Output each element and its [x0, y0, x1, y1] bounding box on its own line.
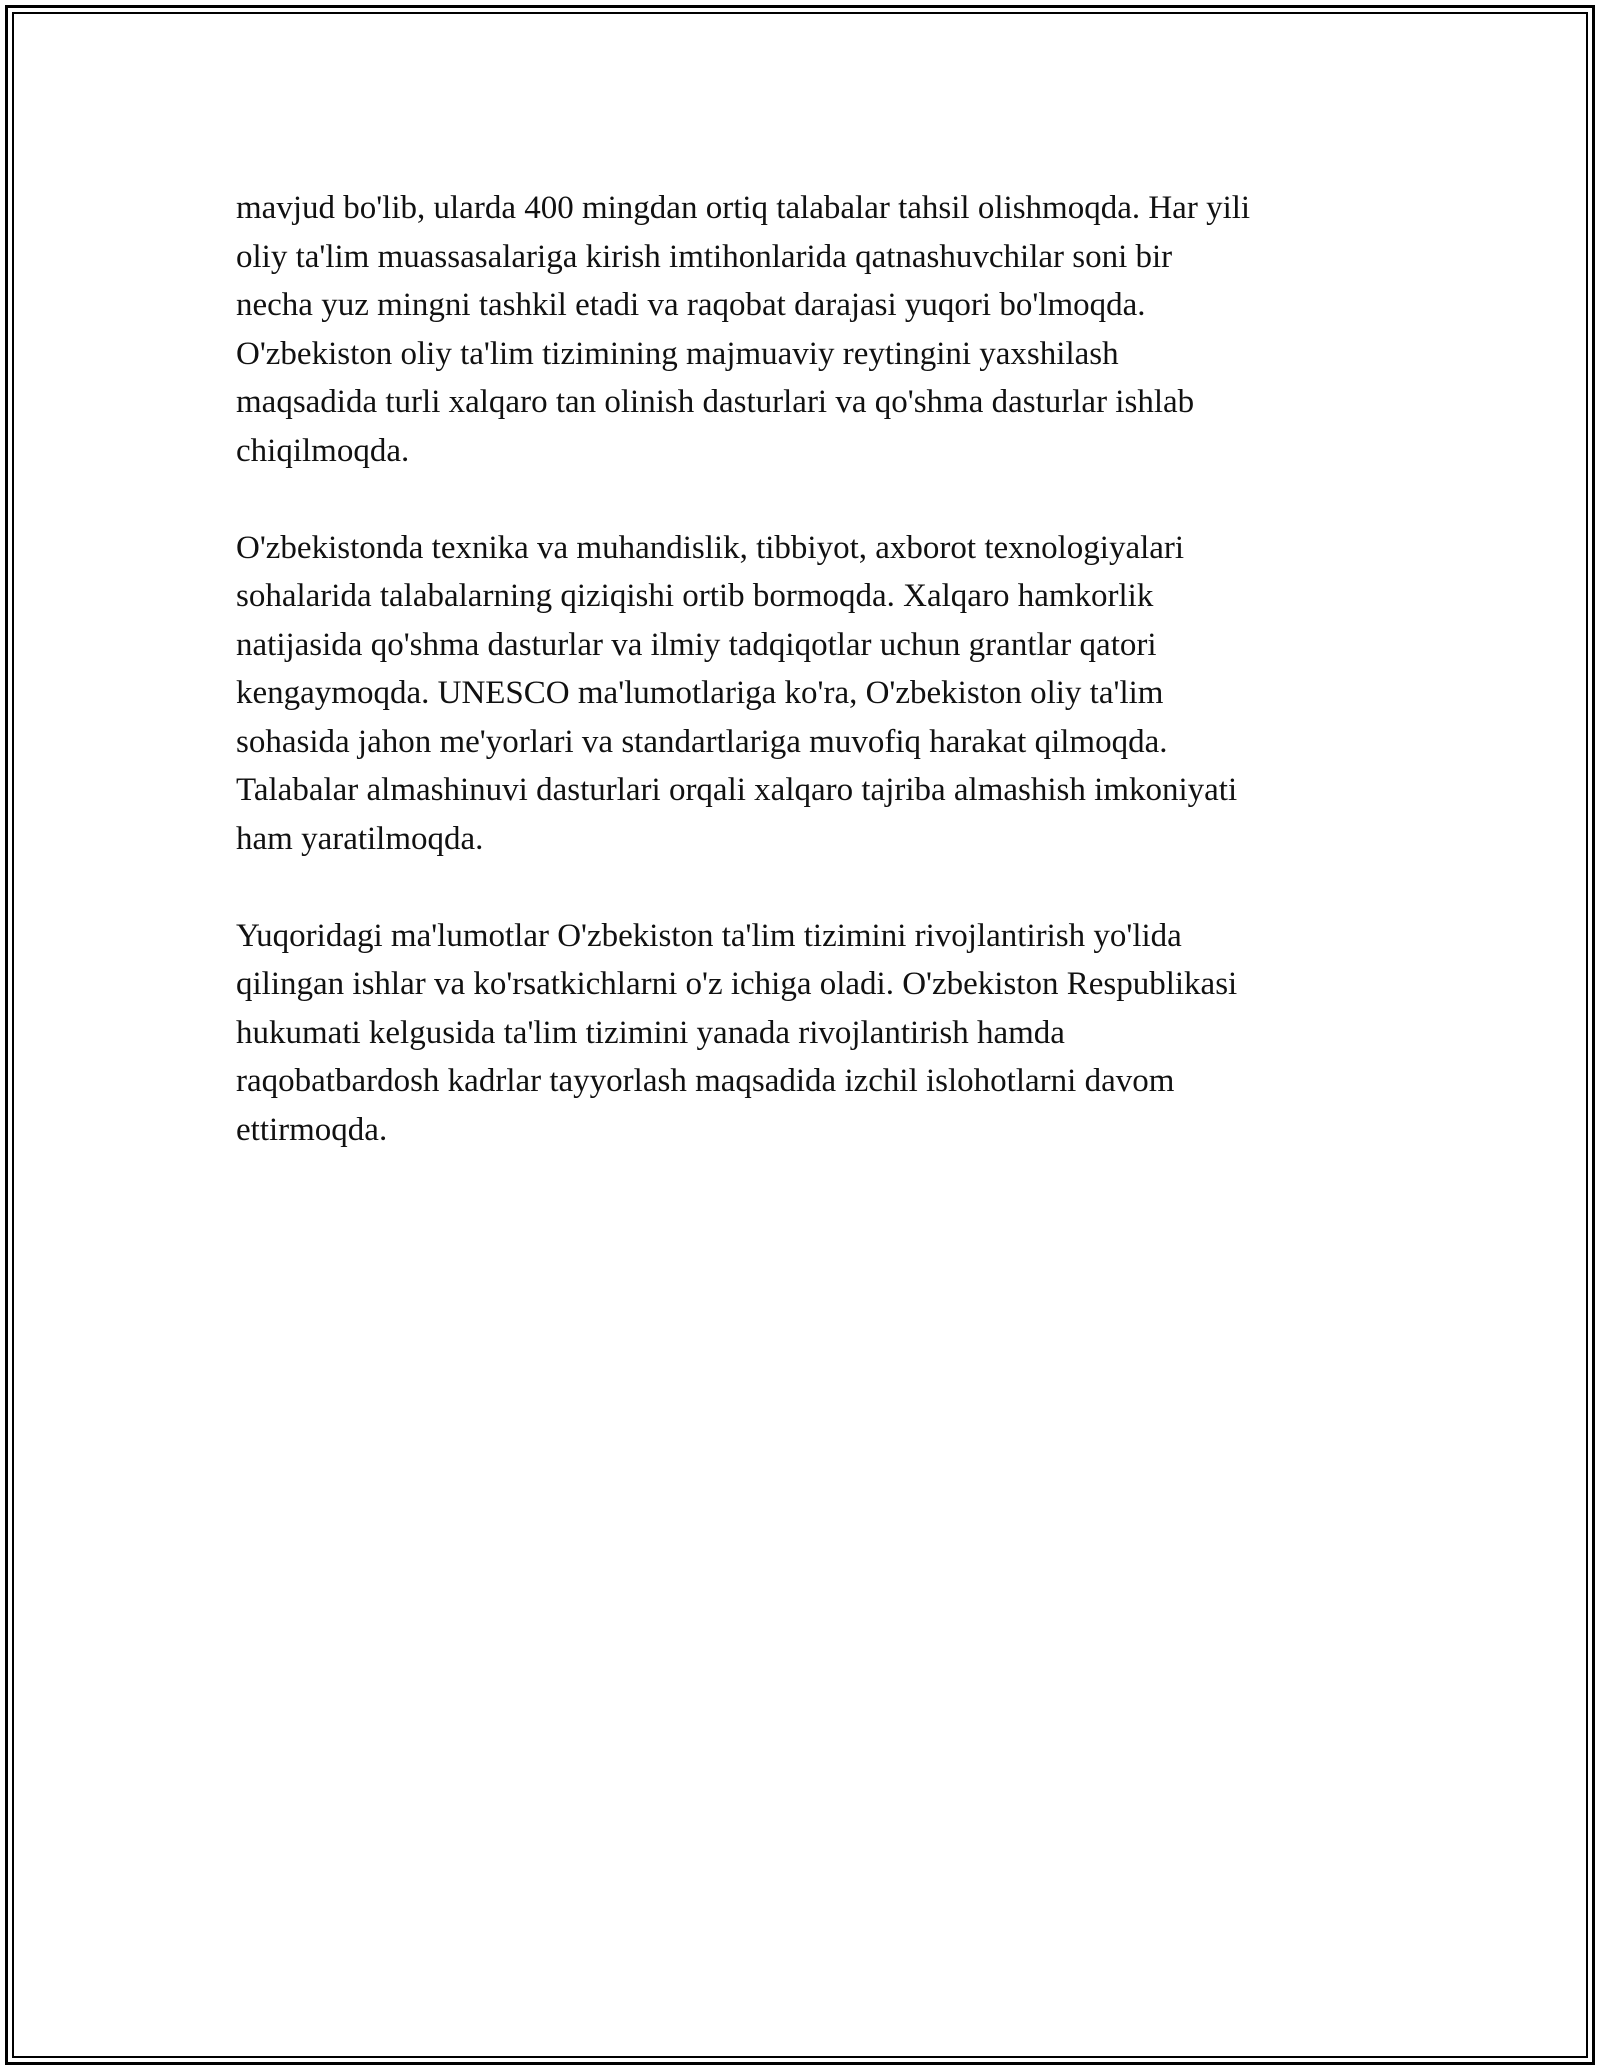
text-line: O'zbekistonda texnika va muhandislik, tibbiyot, axborot texnologiyalari: [236, 529, 1185, 566]
text-line: raqobatbardosh kadrlar tayyorlash maqsadida izchil islohotlarni davom: [236, 1063, 1175, 1099]
text-line: maqsadida turli xalqaro tan olinish dasturlari va qo'shma dasturlar ishlab: [236, 384, 1195, 420]
text-line: Talabalar almashinuvi dasturlari orqali xalqaro tajriba almashish imkoniyati: [236, 772, 1238, 808]
text-line: chiqilmoqda.: [236, 432, 410, 469]
text-line: sohalarida talabalarning qiziqishi ortib bormoqda. Xalqaro hamkorlik: [236, 578, 1154, 614]
text-line: ettirmoqda.: [236, 1111, 388, 1148]
paragraph-3: [236, 912, 1366, 1155]
text-line: mavjud bo'lib, ularda 400 mingdan ortiq talabalar tahsil olishmoqda. Har yili: [236, 190, 1251, 226]
text-line: necha yuz mingni tashkil etadi va raqobat darajasi yuqori bo'lmoqda.: [236, 287, 1146, 323]
text-line: qilingan ishlar va ko'rsatkichlarni o'z ichiga oladi. O'zbekiston Respublikasi: [236, 966, 1238, 1002]
text-line: ham yaratilmoqda.: [236, 820, 484, 857]
text-line: O'zbekiston oliy ta'lim tizimining majmuaviy reytingini yaxshilash: [236, 335, 1119, 372]
text-line: sohasida jahon me'yorlari va standartlariga muvofiq harakat qilmoqda.: [236, 723, 1168, 760]
text-line: kengaymoqda. UNESCO ma'lumotlariga ko'ra, O'zbekiston oliy ta'lim: [236, 675, 1164, 711]
text-line: Yuqoridagi ma'lumotlar O'zbekiston ta'lim tizimini rivojlantirish yo'lida: [236, 917, 1182, 954]
text-line: oliy ta'lim muassasalariga kirish imtihonlarida qatnashuvchilar soni bir: [236, 238, 1173, 275]
document-body: [236, 184, 1366, 1203]
paragraph-1: [236, 184, 1366, 475]
paragraph-2: [236, 524, 1366, 864]
text-line: hukumati kelgusida ta'lim tizimini yanada rivojlantirish hamda: [236, 1014, 1065, 1051]
text-line: natijasida qo'shma dasturlar va ilmiy tadqiqotlar uchun grantlar qatori: [236, 626, 1157, 663]
